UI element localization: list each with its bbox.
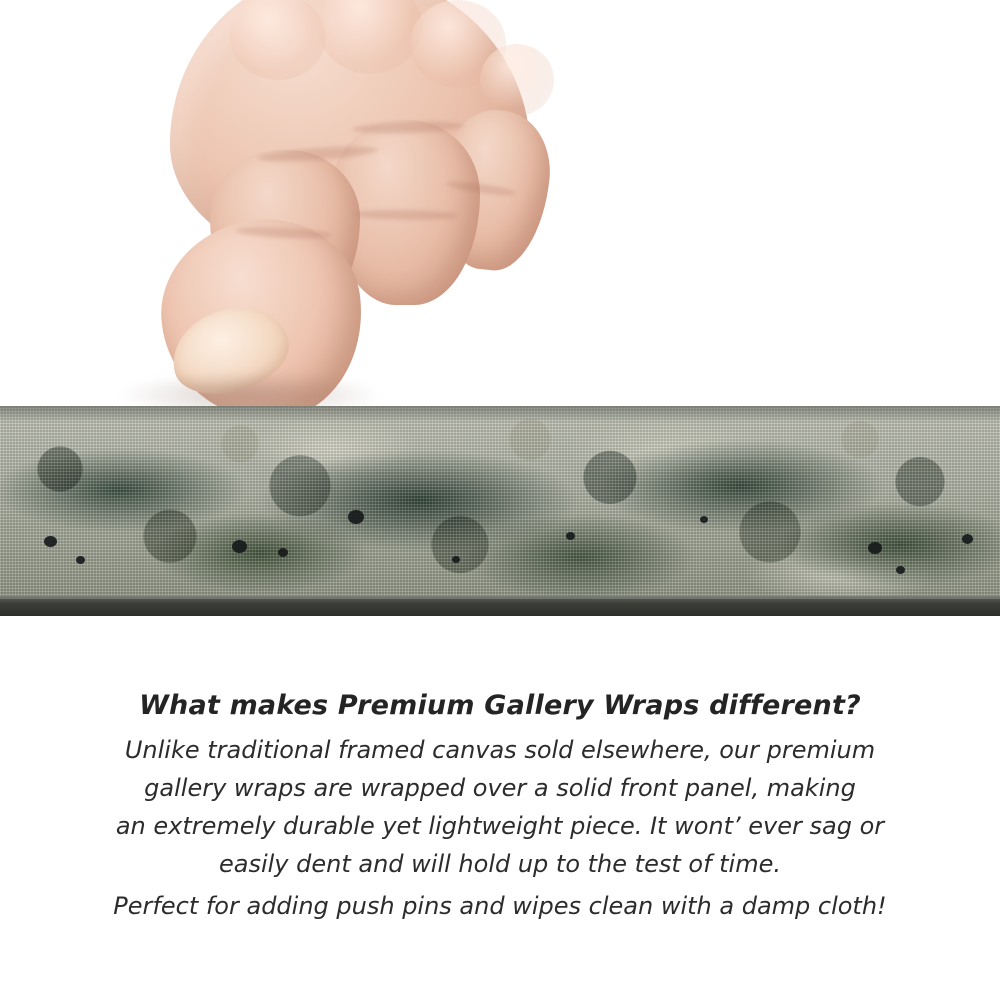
caption-line-4: easily dent and will hold up to the test of time. xyxy=(218,850,781,878)
canvas-edge-strip xyxy=(0,406,1000,616)
caption-line-3: an extremely durable yet lightweight piece. It wont’ ever sag or xyxy=(115,812,885,840)
caption-title: What makes Premium Gallery Wraps different? xyxy=(139,690,861,721)
print-speck xyxy=(232,540,247,553)
caption-line-2: gallery wraps are wrapped over a solid front panel, making xyxy=(144,774,856,802)
print-speck xyxy=(868,542,882,554)
knuckle-4 xyxy=(480,44,554,116)
print-speck xyxy=(452,556,460,563)
knuckle-2 xyxy=(318,0,422,74)
print-speck xyxy=(566,532,575,540)
print-speck xyxy=(44,536,57,547)
caption-line-5: Perfect for adding push pins and wipes clean with a damp cloth! xyxy=(113,892,887,920)
print-speck xyxy=(348,510,364,524)
print-speck xyxy=(962,534,973,544)
caption-line-1: Unlike traditional framed canvas sold elsewhere, our premium xyxy=(124,736,876,764)
print-speck xyxy=(278,548,288,557)
canvas-panel-edge xyxy=(0,596,1000,616)
hand-illustration xyxy=(140,0,560,430)
print-speck xyxy=(896,566,905,574)
knuckle-1 xyxy=(230,0,326,80)
canvas-top-shadow xyxy=(0,406,1000,422)
caption-block xyxy=(0,690,1000,925)
print-speck xyxy=(700,516,708,523)
canvas-weave-texture xyxy=(0,406,1000,616)
print-speck xyxy=(76,556,85,564)
